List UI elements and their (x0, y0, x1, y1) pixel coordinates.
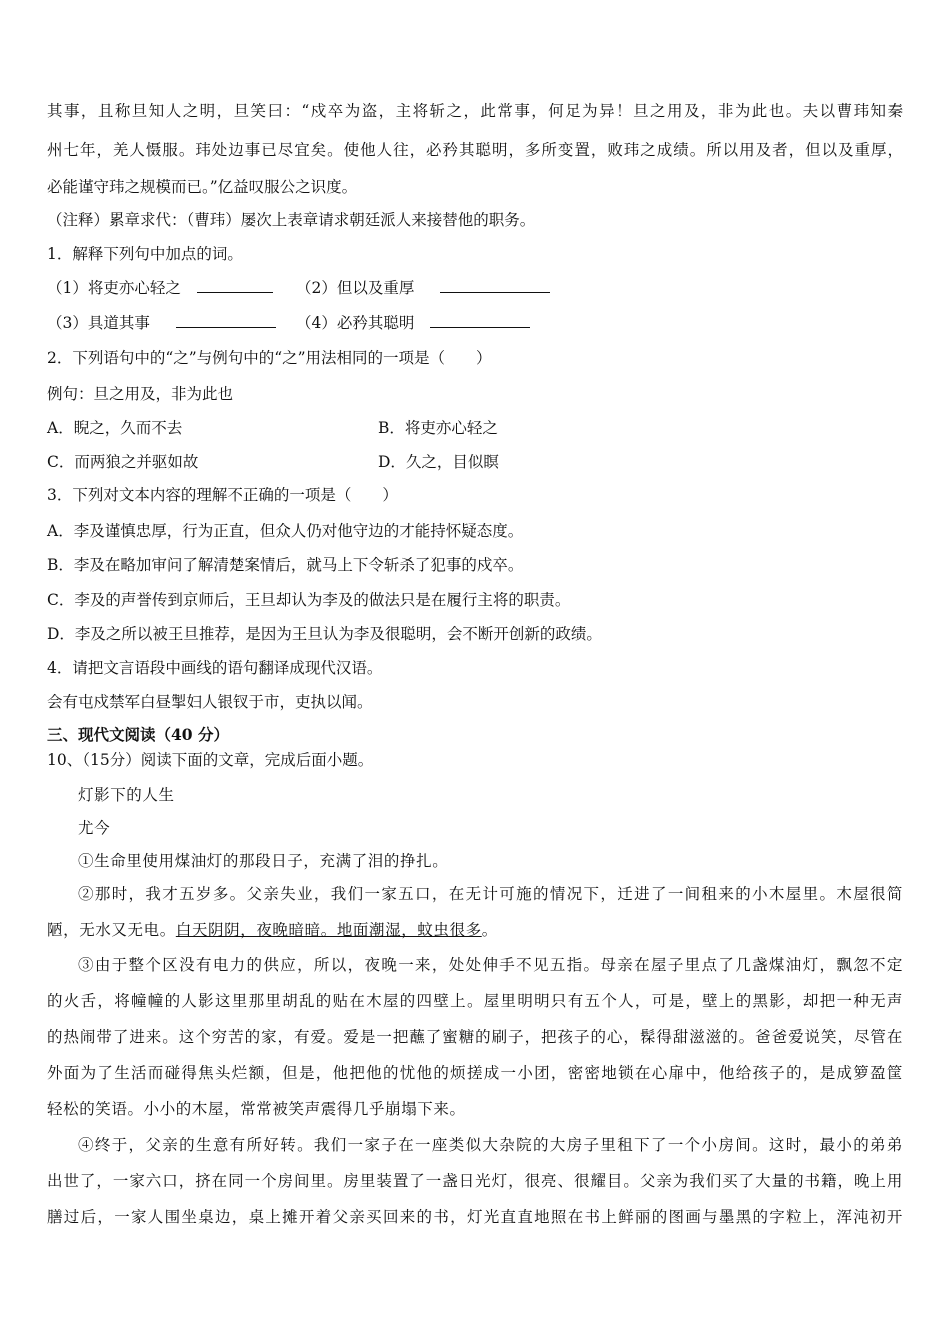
article-paragraph-3-line: 的火舌，将幢幢的人影这里那里胡乱的贴在木屋的四壁上。屋里明明只有五个人，可是，壁上的黑影，却把一种无声 (47, 992, 903, 1010)
q3-option-d[interactable]: D．李及之所以被王旦推荐，是因为王旦认为李及很聪明，会不断开创新的政绩。 (47, 625, 602, 643)
q1-row-1 (47, 278, 273, 298)
q3-stem: 3．下列对文本内容的理解不正确的一项是（ ） (47, 486, 398, 504)
q2-example: 例句：旦之用及，非为此也 (47, 385, 234, 403)
answer-blank-4[interactable] (430, 313, 530, 328)
article-paragraph-1: ①生命里使用煤油灯的那段日子，充满了泪的挣扎。 (78, 852, 449, 870)
article-paragraph-4-line: 出世了，一家六口，挤在同一个房间里。房里装置了一盏日光灯，很亮、很耀目。父亲为我们买了大量的书籍，晚上用 (47, 1172, 903, 1190)
text-span: 。 (481, 921, 498, 939)
q1-item-2: （2）但以及重厚 (296, 279, 415, 297)
article-paragraph-3-line: 轻松的笑语。小小的木屋，常常被笑声震得几乎崩塌下来。 (47, 1100, 466, 1118)
q2-option-a[interactable]: A．睨之，久而不去 (47, 419, 183, 437)
q10-stem: 10、（15分）阅读下面的文章，完成后面小题。 (47, 751, 374, 769)
article-title: 灯影下的人生 (78, 786, 175, 804)
article-paragraph-4-line: ④终于，父亲的生意有所好转。我们一家子在一座类似大杂院的大房子里租下了一个小房间。这时，最小的弟弟 (78, 1136, 903, 1154)
q3-option-a[interactable]: A．李及谨慎忠厚，行为正直，但众人仍对他守边的才能持怀疑态度。 (47, 522, 524, 540)
article-paragraph-2-line: ②那时，我才五岁多。父亲失业，我们一家五口，在无计可施的情况下，迁进了一间租来的小木屋里。木屋很简 (78, 885, 903, 903)
q1-stem: 1．解释下列句中加点的词。 (47, 245, 243, 263)
q1-item-1: （1）将吏亦心轻之 (47, 279, 181, 297)
article-paragraph-3-line: ③由于整个区没有电力的供应，所以，夜晚一来，处处伸手不见五指。母亲在屋子里点了几盏煤油灯，飘忽不定 (78, 956, 903, 974)
q2-option-b[interactable]: B．将吏亦心轻之 (378, 419, 498, 437)
article-paragraph-3-line: 的热闹带了进来。这个穷苦的家，有爱。爱是一把蘸了蜜糖的刷子，把孩子的心，髹得甜滋滋的。爸爸爱说笑，尽管在 (47, 1028, 903, 1046)
article-paragraph-2-line (47, 920, 498, 940)
q1-item-3: （3）具道其事 (47, 314, 150, 332)
q2-option-c[interactable]: C．而两狼之并驱如故 (47, 453, 199, 471)
q2-stem: 2．下列语句中的“之”与例句中的“之”用法相同的一项是（ ） (47, 349, 492, 367)
q4-stem: 4．请把文言语段中画线的语句翻译成现代汉语。 (47, 659, 383, 677)
text-span: 陋，无水又无电。 (47, 921, 176, 939)
passage-line: 州七年，羌人慑服。玮处边事已尽宜矣。使他人往，必矜其聪明，多所变置，败玮之成绩。所以用及者，但以及重厚， (47, 141, 903, 159)
answer-blank-1[interactable] (197, 278, 273, 293)
q4-sentence: 会有屯戍禁军白昼掣妇人银钗于市，吏执以闻。 (47, 693, 373, 711)
q1-row-2b (296, 313, 530, 333)
answer-blank-2[interactable] (440, 278, 550, 293)
section-title: 三、现代文阅读（40 分） (47, 725, 229, 744)
article-author: 尤今 (78, 819, 111, 837)
q3-option-c[interactable]: C．李及的声誉传到京师后，王旦却认为李及的做法只是在履行主将的职责。 (47, 591, 571, 609)
article-paragraph-4-line: 膳过后，一家人围坐桌边，桌上摊开着父亲买回来的书，灯光直直地照在书上鲜丽的图画与墨黑的字粒上，浑沌初开 (47, 1208, 903, 1226)
article-paragraph-3-line: 外面为了生活而碰得焦头烂额，但是，他把他的忧他的烦搓成一小团，密密地锁在心扉中，他给孩子的，是成箩盈筐 (47, 1064, 903, 1082)
q1-row-1b (296, 278, 550, 298)
q2-option-d[interactable]: D．久之，目似瞑 (378, 453, 499, 471)
passage-line: 其事，且称旦知人之明，旦笑曰：“戍卒为盗，主将斩之，此常事，何足为异！旦之用及，非为此也。夫以曹玮知秦 (47, 102, 903, 120)
answer-blank-3[interactable] (176, 313, 276, 328)
note: （注释）累章求代：（曹玮）屡次上表章请求朝廷派人来接替他的职务。 (47, 211, 536, 229)
underlined-text: 白天阴阴，夜晚暗暗。地面潮湿，蚊虫很多 (175, 921, 482, 939)
q1-row-2 (47, 313, 276, 333)
q3-option-b[interactable]: B．李及在略加审问了解清楚案情后，就马上下令斩杀了犯事的戍卒。 (47, 556, 524, 574)
passage-line: 必能谨守玮之规模而已。”亿益叹服公之识度。 (47, 178, 358, 196)
q1-item-4: （4）必矜其聪明 (296, 314, 415, 332)
